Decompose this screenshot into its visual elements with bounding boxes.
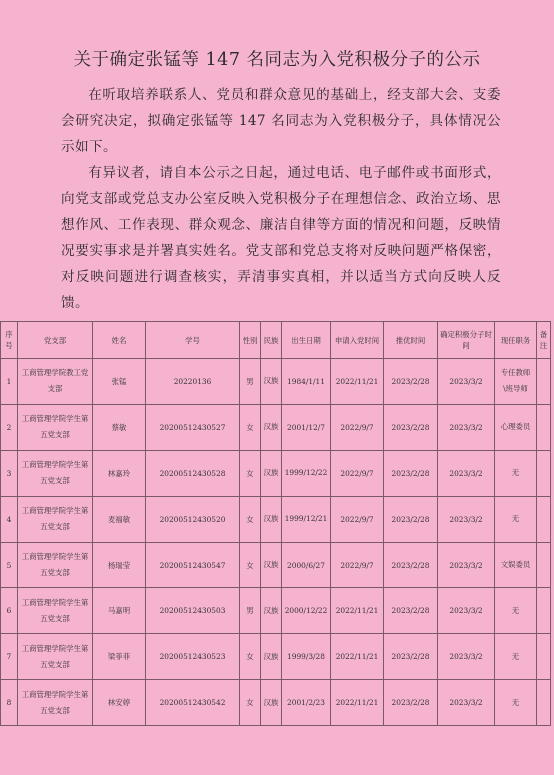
cell-branch: 工商管理学院学生第五党支部 [18, 588, 93, 634]
cell-position: 无 [495, 680, 537, 726]
cell-gender: 女 [240, 634, 261, 680]
cell-application-date: 2022/9/7 [331, 496, 384, 542]
cell-remarks [537, 450, 551, 496]
cell-student-id: 20200512430547 [146, 542, 240, 588]
cell-remarks [537, 542, 551, 588]
cell-birth-date: 2000/12/22 [282, 588, 331, 634]
cell-activist-date: 2023/3/2 [438, 542, 495, 588]
cell-activist-date: 2023/3/2 [438, 680, 495, 726]
cell-student-id: 20200512430528 [146, 450, 240, 496]
cell-application-date: 2022/11/21 [331, 634, 384, 680]
table-row [1, 542, 551, 588]
cell-recommend-date: 2023/2/28 [384, 496, 438, 542]
cell-remarks [537, 404, 551, 450]
cell-application-date: 2022/11/21 [331, 680, 384, 726]
table-row [1, 634, 551, 680]
header-student-id: 学号 [146, 322, 240, 359]
paragraph-objection: 有异议者，请自本公示之日起，通过电话、电子邮件或书面形式，向党支部或党总支办公室反映入党积极分子在理想信念、政治立场、思想作风、工作表现、群众观念、廉洁自律等方面的情况和问题，反映情况要实事求是并署真实姓名。党支部和党总支将对反映问题严格保密，对反映问题进行调查核实，弄清事实真相，并以适当方式向反映人反馈。 [61, 165, 501, 311]
cell-remarks [537, 359, 551, 405]
cell-application-date: 2022/9/7 [331, 450, 384, 496]
header-recommend-date: 推优时间 [384, 322, 438, 359]
cell-position: 无 [495, 588, 537, 634]
header-gender: 性别 [240, 322, 261, 359]
cell-gender: 男 [240, 359, 261, 405]
cell-gender: 女 [240, 404, 261, 450]
cell-birth-date: 2001/2/23 [282, 680, 331, 726]
cell-ethnicity: 汉族 [261, 496, 282, 542]
cell-position: 无 [495, 634, 537, 680]
cell-student-id: 20200512430523 [146, 634, 240, 680]
table-row [1, 359, 551, 405]
cell-activist-date: 2023/3/2 [438, 588, 495, 634]
cell-application-date: 2022/9/7 [331, 404, 384, 450]
cell-name: 杨瑞莹 [93, 542, 146, 588]
cell-name: 林安婷 [93, 680, 146, 726]
cell-recommend-date: 2023/2/28 [384, 542, 438, 588]
cell-index: 1 [1, 359, 18, 405]
cell-gender: 女 [240, 680, 261, 726]
cell-index: 7 [1, 634, 18, 680]
paragraph-intro: 在听取培养联系人、党员和群众意见的基础上，经支部大会、支委会研究决定，拟确定张锰等 147 名同志为入党积极分子，具体情况公示如下。 [61, 87, 501, 155]
cell-branch: 工商管理学院学生第五党支部 [18, 542, 93, 588]
cell-gender: 男 [240, 588, 261, 634]
cell-branch: 工商管理学院学生第五党支部 [18, 634, 93, 680]
cell-index: 8 [1, 680, 18, 726]
cell-birth-date: 1999/3/28 [282, 634, 331, 680]
cell-ethnicity: 汉族 [261, 634, 282, 680]
header-application-date: 申请入党时间 [331, 322, 384, 359]
cell-ethnicity: 汉族 [261, 404, 282, 450]
cell-index: 2 [1, 404, 18, 450]
cell-remarks [537, 496, 551, 542]
cell-index: 4 [1, 496, 18, 542]
cell-ethnicity: 汉族 [261, 359, 282, 405]
header-birth-date: 出生日期 [282, 322, 331, 359]
cell-activist-date: 2023/3/2 [438, 359, 495, 405]
cell-recommend-date: 2023/2/28 [384, 634, 438, 680]
cell-branch: 工商管理学院教工党支部 [18, 359, 93, 405]
cell-birth-date: 1999/12/21 [282, 496, 331, 542]
cell-student-id: 20220136 [146, 359, 240, 405]
cell-index: 6 [1, 588, 18, 634]
cell-remarks [537, 634, 551, 680]
header-activist-date: 确定积极分子时间 [438, 322, 495, 359]
cell-name: 林嘉玲 [93, 450, 146, 496]
cell-student-id: 20200512430542 [146, 680, 240, 726]
cell-remarks [537, 588, 551, 634]
cell-name: 张锰 [93, 359, 146, 405]
cell-birth-date: 1999/12/22 [282, 450, 331, 496]
cell-birth-date: 2000/6/27 [282, 542, 331, 588]
table-row [1, 404, 551, 450]
cell-position: 无 [495, 496, 537, 542]
cell-name: 麦福敏 [93, 496, 146, 542]
cell-index: 3 [1, 450, 18, 496]
cell-name: 梁菲菲 [93, 634, 146, 680]
table-row [1, 450, 551, 496]
cell-gender: 女 [240, 450, 261, 496]
cell-activist-date: 2023/3/2 [438, 496, 495, 542]
header-index: 序号 [1, 322, 18, 359]
table-header-row [1, 322, 551, 359]
cell-ethnicity: 汉族 [261, 542, 282, 588]
cell-position: 文娱委员 [495, 542, 537, 588]
cell-name: 蔡敏 [93, 404, 146, 450]
cell-recommend-date: 2023/2/28 [384, 450, 438, 496]
cell-activist-date: 2023/3/2 [438, 404, 495, 450]
cell-recommend-date: 2023/2/28 [384, 404, 438, 450]
cell-branch: 工商管理学院学生第五党支部 [18, 680, 93, 726]
cell-application-date: 2022/11/21 [331, 588, 384, 634]
table-row [1, 496, 551, 542]
cell-birth-date: 1984/1/11 [282, 359, 331, 405]
cell-ethnicity: 汉族 [261, 450, 282, 496]
cell-application-date: 2022/11/21 [331, 359, 384, 405]
cell-index: 5 [1, 542, 18, 588]
cell-ethnicity: 汉族 [261, 588, 282, 634]
cell-ethnicity: 汉族 [261, 680, 282, 726]
candidates-table [0, 321, 551, 726]
cell-birth-date: 2001/12/7 [282, 404, 331, 450]
table-row [1, 680, 551, 726]
cell-activist-date: 2023/3/2 [438, 450, 495, 496]
document-title: 关于确定张锰等 147 名同志为入党积极分子的公示 [73, 50, 481, 70]
cell-gender: 女 [240, 542, 261, 588]
cell-recommend-date: 2023/2/28 [384, 680, 438, 726]
header-ethnicity: 民族 [261, 322, 282, 359]
cell-position: 无 [495, 450, 537, 496]
cell-branch: 工商管理学院学生第五党支部 [18, 404, 93, 450]
header-remarks: 备注 [537, 322, 551, 359]
cell-student-id: 20200512430520 [146, 496, 240, 542]
header-name: 姓名 [93, 322, 146, 359]
cell-position: 心理委员 [495, 404, 537, 450]
cell-remarks [537, 680, 551, 726]
header-branch: 党支部 [18, 322, 93, 359]
cell-branch: 工商管理学院学生第五党支部 [18, 450, 93, 496]
cell-application-date: 2022/9/7 [331, 542, 384, 588]
cell-recommend-date: 2023/2/28 [384, 588, 438, 634]
cell-student-id: 20200512430503 [146, 588, 240, 634]
cell-activist-date: 2023/3/2 [438, 634, 495, 680]
table-row [1, 588, 551, 634]
header-position: 现任职务 [495, 322, 537, 359]
cell-student-id: 20200512430527 [146, 404, 240, 450]
cell-gender: 女 [240, 496, 261, 542]
cell-name: 马嘉明 [93, 588, 146, 634]
cell-position: 专任教师\班导师 [495, 359, 537, 405]
cell-branch: 工商管理学院学生第五党支部 [18, 496, 93, 542]
cell-recommend-date: 2023/2/28 [384, 359, 438, 405]
